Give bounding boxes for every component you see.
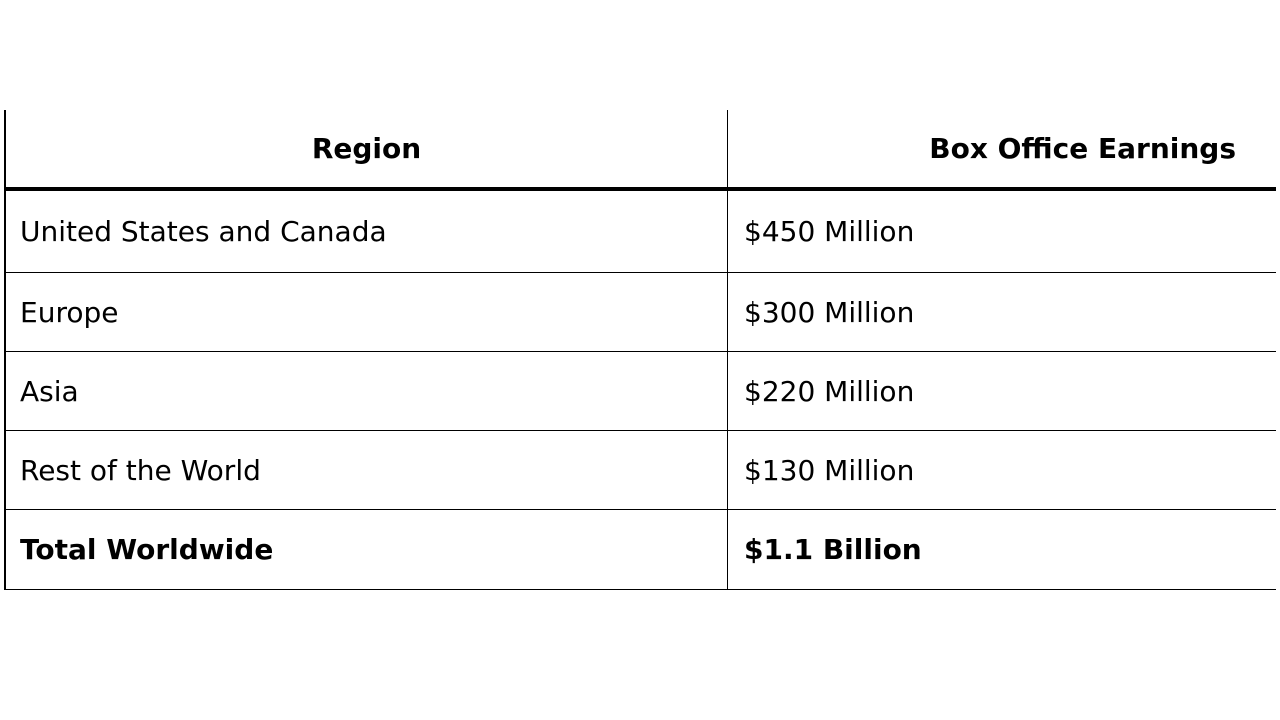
table-row <box>6 352 1276 431</box>
earnings-cell: $130 Million <box>744 453 915 487</box>
region-cell: United States and Canada <box>6 191 728 272</box>
total-value-cell: $1.1 Billion <box>744 533 922 566</box>
table-row <box>6 273 1276 352</box>
earnings-cell: $300 Million <box>744 295 915 329</box>
total-label-cell: Total Worldwide <box>6 510 728 589</box>
table-row <box>6 431 1276 510</box>
table-header-row <box>6 110 1276 191</box>
region-cell: Europe <box>6 273 728 351</box>
table-row <box>6 191 1276 273</box>
earnings-cell: $450 Million <box>744 215 915 248</box>
total-row <box>6 510 1276 590</box>
region-cell: Asia <box>6 352 728 430</box>
earnings-table <box>4 110 1276 590</box>
column-header-region: Region <box>6 110 728 187</box>
earnings-cell: $220 Million <box>744 374 915 408</box>
region-cell: Rest of the World <box>6 431 728 509</box>
column-header-earnings: Box Office Earnings <box>929 132 1236 165</box>
